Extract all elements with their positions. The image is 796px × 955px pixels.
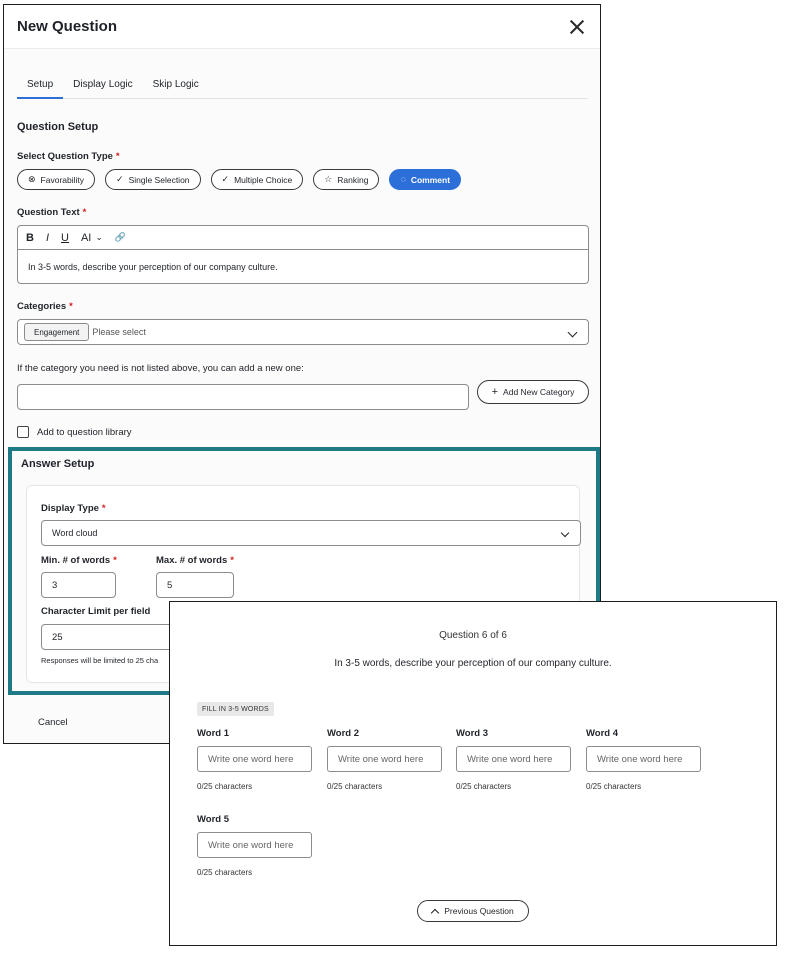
word-char-count: 0/25 characters — [197, 782, 253, 791]
chevron-down-icon[interactable]: ⌄ — [95, 232, 103, 242]
preview-question-text: In 3-5 words, describe your perception of our company culture. — [334, 658, 612, 669]
bold-icon[interactable]: B — [26, 231, 34, 244]
max-words-input[interactable]: 5 — [156, 572, 234, 598]
cancel-button[interactable]: Cancel — [38, 717, 68, 728]
required-marker: * — [69, 301, 73, 312]
library-label: Add to question library — [37, 427, 132, 438]
required-marker: * — [101, 503, 106, 514]
add-new-category-button[interactable] — [477, 380, 589, 404]
chevron-up-icon — [431, 908, 439, 916]
word-char-count: 0/25 characters — [456, 782, 512, 791]
close-icon[interactable] — [567, 17, 587, 37]
word-field-1 — [197, 728, 312, 791]
required-marker: * — [115, 151, 120, 162]
categories-label — [17, 301, 73, 312]
word-input[interactable]: Write one word here — [197, 832, 312, 858]
question-text-label-text: Question Text — [17, 207, 80, 218]
type-label: Comment — [410, 174, 451, 185]
question-text-editor — [17, 225, 589, 284]
italic-icon[interactable]: I — [45, 231, 50, 244]
type-label: Favorability — [40, 174, 85, 185]
categories-select[interactable] — [17, 319, 589, 345]
word-label: Word 4 — [586, 728, 619, 739]
display-type-value: Word cloud — [52, 528, 98, 538]
type-ranking-button[interactable] — [313, 169, 379, 190]
star-icon: ☆ — [324, 174, 333, 184]
question-type-selector — [17, 169, 461, 190]
tab-bar — [17, 71, 588, 99]
font-size-icon[interactable]: AI — [80, 231, 92, 244]
min-words-input[interactable]: 3 — [41, 572, 116, 598]
answer-setup-title: Answer Setup — [21, 458, 95, 470]
char-limit-input[interactable]: 25 — [41, 624, 211, 650]
display-type-label-text: Display Type — [41, 503, 99, 514]
previous-question-label: Previous Question — [444, 906, 514, 916]
modal-title: New Question — [17, 18, 118, 35]
word-input[interactable]: Write one word here — [197, 746, 312, 772]
tab-display-logic[interactable]: Display Logic — [73, 79, 133, 90]
min-words-label-text: Min. # of words — [41, 555, 111, 566]
word-char-count: 0/25 characters — [586, 782, 642, 791]
display-type-label — [41, 503, 106, 514]
question-type-label — [17, 151, 120, 162]
word-input[interactable]: Write one word here — [327, 746, 442, 772]
word-label: Word 1 — [197, 728, 230, 739]
chevron-down-icon — [561, 529, 569, 537]
word-label: Word 3 — [456, 728, 489, 739]
max-words-label — [156, 555, 234, 566]
previous-question-button[interactable] — [417, 900, 529, 922]
char-limit-label: Character Limit per field — [41, 606, 151, 617]
word-field-4 — [586, 728, 701, 791]
word-field-5 — [197, 814, 312, 877]
required-marker: * — [230, 555, 234, 566]
type-favorability-button[interactable] — [17, 169, 95, 190]
word-input[interactable]: Write one word here — [456, 746, 571, 772]
link-icon[interactable]: 🔗 — [114, 232, 127, 242]
question-type-label-text: Select Question Type — [17, 151, 113, 162]
word-label: Word 5 — [197, 814, 230, 825]
double-check-icon: ✓ — [221, 174, 230, 184]
category-chip-engagement[interactable]: Engagement — [24, 323, 89, 341]
tab-setup[interactable]: Setup — [17, 71, 63, 99]
type-label: Ranking — [337, 174, 369, 185]
type-single-selection-button[interactable] — [105, 169, 201, 190]
display-type-select[interactable] — [41, 520, 581, 546]
chevron-down-icon — [568, 327, 578, 337]
min-words-label — [41, 555, 117, 566]
word-label: Word 2 — [327, 728, 360, 739]
new-category-input[interactable] — [17, 384, 469, 410]
max-words-label-text: Max. # of words — [156, 555, 228, 566]
question-setup-title: Question Setup — [17, 121, 99, 133]
question-counter: Question 6 of 6 — [439, 630, 507, 641]
check-icon: ✓ — [116, 174, 124, 184]
modal-header — [4, 5, 600, 49]
categories-placeholder: Please select — [92, 327, 146, 337]
word-char-count: 0/25 characters — [327, 782, 383, 791]
required-marker: * — [82, 207, 87, 218]
comment-icon: ◌ — [400, 174, 406, 184]
type-label: Single Selection — [128, 174, 190, 185]
favorability-icon: ⊗ — [28, 174, 36, 184]
word-field-3 — [456, 728, 571, 791]
word-char-count: 0/25 characters — [197, 868, 253, 877]
word-requirement-badge: FILL IN 3-5 WORDS — [197, 702, 274, 716]
question-text-input[interactable]: In 3-5 words, describe your perception of our company culture. — [28, 262, 278, 272]
char-limit-help: Responses will be limited to 25 cha — [41, 656, 159, 665]
type-label: Multiple Choice — [234, 174, 293, 185]
word-input[interactable]: Write one word here — [586, 746, 701, 772]
add-category-label: Add New Category — [503, 387, 575, 397]
underline-icon[interactable]: U — [61, 231, 69, 244]
question-text-label — [17, 207, 86, 218]
new-category-hint: If the category you need is not listed above, you can add a new one: — [17, 363, 304, 374]
word-field-2 — [327, 728, 442, 791]
tab-skip-logic[interactable]: Skip Logic — [152, 79, 199, 90]
editor-toolbar — [18, 226, 588, 250]
plus-icon: + — [491, 386, 499, 398]
required-marker: * — [113, 555, 117, 566]
type-comment-button[interactable] — [389, 169, 461, 190]
type-multiple-choice-button[interactable] — [211, 169, 304, 190]
question-preview-panel — [169, 601, 777, 946]
categories-label-text: Categories — [17, 301, 67, 312]
library-checkbox[interactable] — [17, 426, 29, 438]
